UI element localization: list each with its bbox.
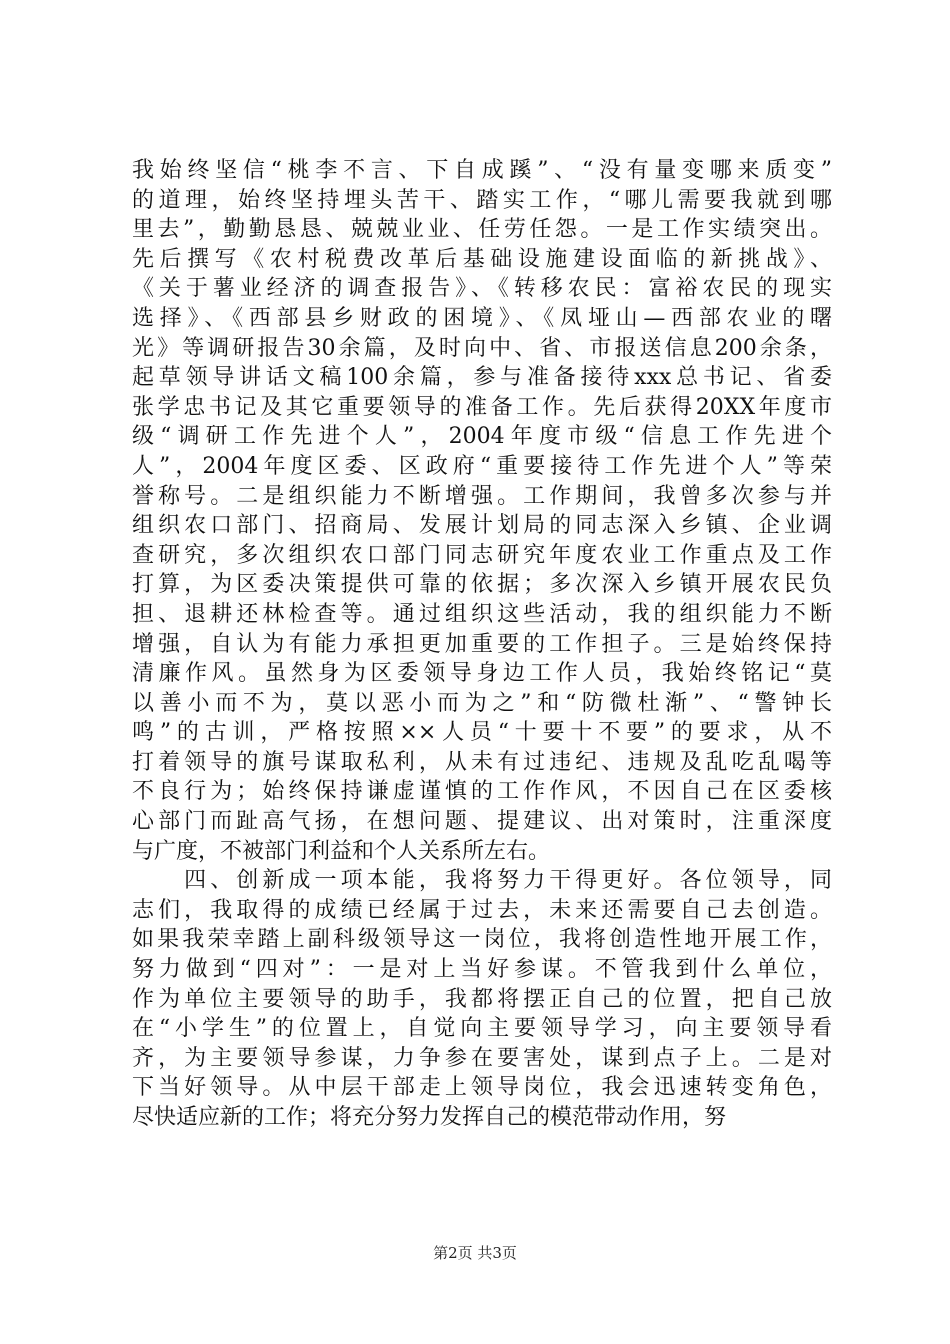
text-line: 清廉作风。虽然身为区委领导身边工作人员，我始终铭记“莫 — [132, 661, 832, 687]
text-line: 起草领导讲话文稿100余篇，参与准备接待xxx总书记、省委 — [132, 365, 832, 391]
text-line: 先后撰写《农村税费改革后基础设施建设面临的新挑战》、 — [132, 246, 832, 272]
text-line: 齐，为主要领导参谋，力争参在要害处，谋到点子上。二是对 — [132, 1045, 832, 1071]
text-line: 打算，为区委决策提供可靠的依据；多次深入乡镇开展农民负 — [132, 572, 832, 598]
text-line: 在“小学生”的位置上，自觉向主要领导学习，向主要领导看 — [132, 1016, 832, 1042]
text-line: 我始终坚信“桃李不言、下自成蹊”、“没有量变哪来质变” — [132, 158, 832, 183]
text-line: 选择》、《西部县乡财政的困境》、《凤垭山—西部农业的曙 — [132, 305, 832, 331]
text-line: 四、创新成一项本能，我将努力干得更好。各位领导，同 — [132, 868, 832, 894]
text-line: 不良行为；始终保持谦虚谨慎的工作作风，不因自己在区委核 — [132, 779, 832, 805]
body-text — [132, 156, 832, 1133]
text-line: 誉称号。二是组织能力不断增强。工作期间，我曾多次参与并 — [132, 483, 832, 509]
text-line: 心部门而趾高气扬，在想问题、提建议、出对策时，注重深度 — [132, 809, 832, 835]
text-line: 与广度，不被部门利益和个人关系所左右。 — [132, 838, 551, 864]
text-line: 作为单位主要领导的助手，我都将摆正自己的位置，把自己放 — [132, 986, 832, 1012]
text-line: 《关于薯业经济的调查报告》、《转移农民：富裕农民的现实 — [132, 276, 832, 302]
text-line: 里去”，勤勤恳恳、兢兢业业、任劳任怨。一是工作实绩突出。 — [132, 217, 832, 243]
page-footer: 第2页 共3页 — [433, 1244, 517, 1262]
text-line: 人”，2004年度区委、区政府“重要接待工作先进个人”等荣 — [132, 453, 832, 479]
text-line: 鸣”的古训，严格按照××人员“十要十不要”的要求，从不 — [132, 720, 832, 746]
text-line: 尽快适应新的工作；将充分努力发挥自己的模范带动作用，努 — [132, 1105, 727, 1130]
text-line: 以善小而不为，莫以恶小而为之”和“防微杜渐”、“警钟长 — [132, 690, 832, 716]
text-line: 如果我荣幸踏上副科级领导这一岗位，我将创造性地开展工作， — [132, 927, 832, 953]
text-line: 张学忠书记及其它重要领导的准备工作。先后获得20XX年度市 — [132, 394, 832, 420]
text-line: 查研究，多次组织农口部门同志研究年度农业工作重点及工作 — [132, 542, 832, 568]
text-line: 级“调研工作先进个人”，2004年度市级“信息工作先进个 — [132, 424, 832, 450]
text-line: 增强，自认为有能力承担更加重要的工作担子。三是始终保持 — [132, 631, 832, 657]
text-line: 的道理，始终坚持埋头苦干、踏实工作，“哪儿需要我就到哪 — [132, 187, 832, 213]
text-line: 志们，我取得的成绩已经属于过去，未来还需要自己去创造。 — [132, 897, 832, 923]
text-line: 担、退耕还林检查等。通过组织这些活动，我的组织能力不断 — [132, 601, 832, 627]
text-line: 下当好领导。从中层干部走上领导岗位，我会迅速转变角色， — [132, 1075, 832, 1101]
text-line: 打着领导的旗号谋取私利，从未有过违纪、违规及乱吃乱喝等 — [132, 749, 832, 775]
text-line: 光》等调研报告30余篇，及时向中、省、市报送信息200余条， — [132, 335, 832, 361]
text-line: 努力做到“四对”：一是对上当好参谋。不管我到什么单位， — [132, 957, 832, 983]
text-line: 组织农口部门、招商局、发展计划局的同志深入乡镇、企业调 — [132, 513, 832, 539]
